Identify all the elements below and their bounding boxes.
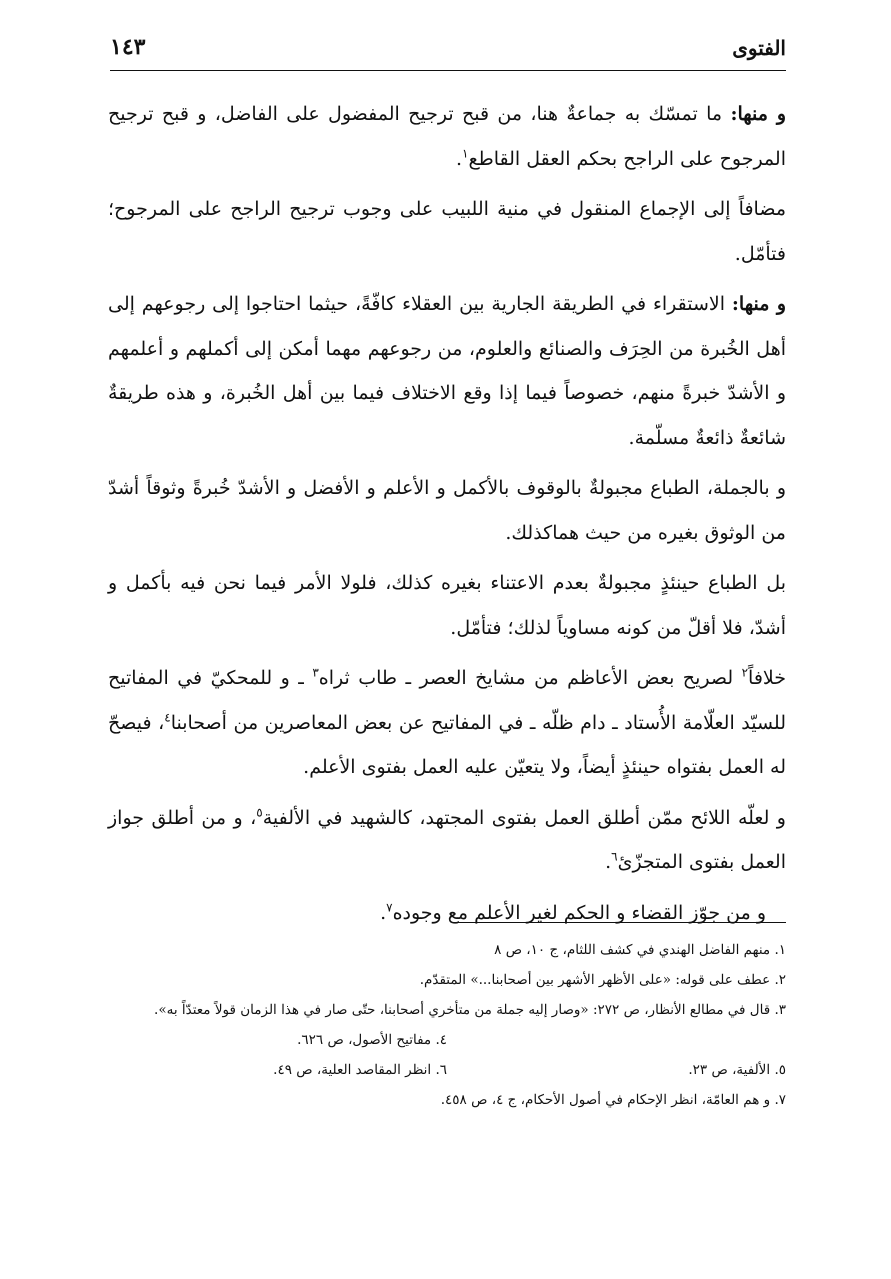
footnote-text: قال في مطالع الأنظار، ص ٢٧٢: «وصار إليه جملة من متأخري أصحابنا، حتّى صار في هذا الزمان قولاً معتدّاً به». <box>154 1002 775 1018</box>
paragraph-text: ما تمسّك به جماعةٌ هنا، من قبح ترجيح المفضول على الفاضل، و قبح ترجيح المرجوح على الراجح بحكم العقل القاطع <box>108 103 786 170</box>
footnote-number: ١. <box>774 942 786 958</box>
paragraph-text: ، و من أطلق جواز العمل بفتوى المتجزّئ <box>108 806 786 873</box>
paragraph <box>108 187 786 276</box>
footnote-ref: ٦ <box>611 849 618 864</box>
footnote-ref: ٧ <box>386 900 393 915</box>
main-text <box>108 92 786 941</box>
footnote-text: منهم الفاضل الهندي في كشف اللثام، ج ١٠، ص ٨ <box>494 942 775 958</box>
footnote-number: ٤. <box>435 1032 447 1048</box>
footnote-text: مفاتيح الأصول، ص ٦٢٦. <box>297 1032 436 1048</box>
footnote <box>108 995 786 1025</box>
footnote-row <box>108 1025 786 1055</box>
footnote-text: انظر المقاصد العلية، ص ٤٩. <box>273 1062 436 1078</box>
header-rule <box>110 70 786 71</box>
page-number: ١٤٣ <box>110 34 146 60</box>
footnote-ref: ٣ <box>312 665 319 680</box>
paragraph-end: . <box>303 756 310 778</box>
paragraph <box>108 282 786 460</box>
footnote <box>108 965 786 995</box>
footnote-number: ٥. <box>774 1062 786 1078</box>
paragraph <box>108 891 786 936</box>
footnote-number: ٣. <box>774 1002 786 1018</box>
paragraph-text: و بالجملة، الطباع مجبولةٌ بالوقوف بالأكمل و الأعلم و الأفضل و الأشدّ خُبرةً وثوقاً أشدّ من الوثوق بغيره من حيث هماكذلك <box>108 477 786 544</box>
footnote-text: الألفية، ص ٢٣. <box>688 1062 775 1078</box>
paragraph <box>108 92 786 181</box>
footnote <box>447 1055 786 1085</box>
paragraph-lead: و منها: <box>731 293 786 315</box>
footnote <box>108 935 786 965</box>
paragraph <box>108 466 786 555</box>
paragraph-end: . <box>605 851 612 873</box>
footnote-ref: ٥ <box>256 805 263 820</box>
footnote-text: عطف على قوله: «على الأظهر الأشهر بين أصحابنا...» المتقدّم. <box>419 972 775 988</box>
footnote-ref: ٤ <box>164 710 171 725</box>
paragraph-text: خلافاً <box>748 667 786 689</box>
paragraph-text: ـ و للمحكيّ في المفاتيح للسيّد العلّامة الأُستاد ـ دام ظلّه ـ في المفاتيح عن بعض المعاصرين من أصحابنا <box>108 667 787 734</box>
paragraph-text: ، فيصحّ له العمل بفتواه حينئذٍ أيضاً، ولا يتعيّن عليه العمل بفتوى الأعلم <box>108 711 786 778</box>
footnote-ref: ٢ <box>741 665 749 680</box>
footnote <box>108 1025 447 1055</box>
paragraph-text: و لعلّه اللائح ممّن أطلق العمل بفتوى المجتهد، كالشهيد في الألفية <box>262 806 786 829</box>
paragraph-end: . <box>628 426 635 449</box>
footnote-text: و هم العامّة، انظر الإحكام في أصول الأحكام، ج ٤، ص ٤٥٨. <box>440 1092 775 1108</box>
footnote-number: ٢. <box>774 972 786 988</box>
paragraph-end: . <box>505 521 512 544</box>
paragraph-text: الاستقراء في الطريقة الجارية بين العقلاء كافّةً، حيثما احتاجوا إلى رجوعهم إلى أهل الخُبرة من الحِرَف والصنائع والعلوم، من رجوعهم مهما أمكن إلى أكملهم و أعلمهم و الأشدّ خبرةً منهم، خصوصاً فيما إذا وقع الاختلاف فيما بين أهل الخُبرة، و هذه طريقةٌ شائعةٌ ذائعةٌ مسلّمة <box>108 293 786 449</box>
running-title: الفتوى <box>732 36 786 60</box>
footnote-ref: ١ <box>462 146 469 161</box>
footnote-row <box>108 1055 786 1085</box>
paragraph <box>108 656 786 790</box>
paragraph-end: . <box>450 616 457 639</box>
page-header <box>110 28 786 68</box>
paragraph-text: لصريح بعض الأعاظم من مشايخ العصر ـ طاب ثراه <box>318 667 742 689</box>
paragraph-end: . <box>734 242 741 265</box>
paragraph <box>108 796 786 885</box>
footnote-number: ٧. <box>774 1092 786 1108</box>
paragraph-end: . <box>380 901 387 924</box>
footnote-number: ٦. <box>435 1062 447 1078</box>
footnote-rule <box>453 922 786 923</box>
footnote <box>108 1055 447 1085</box>
footnote <box>108 1085 786 1115</box>
paragraph-text: مضافاً إلى الإجماع المنقول في منية اللبيب على وجوب ترجيح الراجح على المرجوح؛ فتأمّل <box>108 198 786 265</box>
paragraph-text: و من جوّز القضاء و الحكم لغير الأعلم مع وجوده <box>392 901 766 924</box>
paragraph-text: بل الطباع حينئذٍ مجبولةٌ بعدم الاعتناء بغيره كذلك، فلولا الأمر فيما نحن فيه بأكمل و أشدّ، فلا أقلّ من كونه مساوياً لذلك؛ فتأمّل <box>108 572 786 639</box>
paragraph-end: . <box>456 147 463 170</box>
paragraph-lead: و منها: <box>730 103 786 125</box>
footnotes <box>108 935 786 1115</box>
paragraph <box>108 561 786 650</box>
